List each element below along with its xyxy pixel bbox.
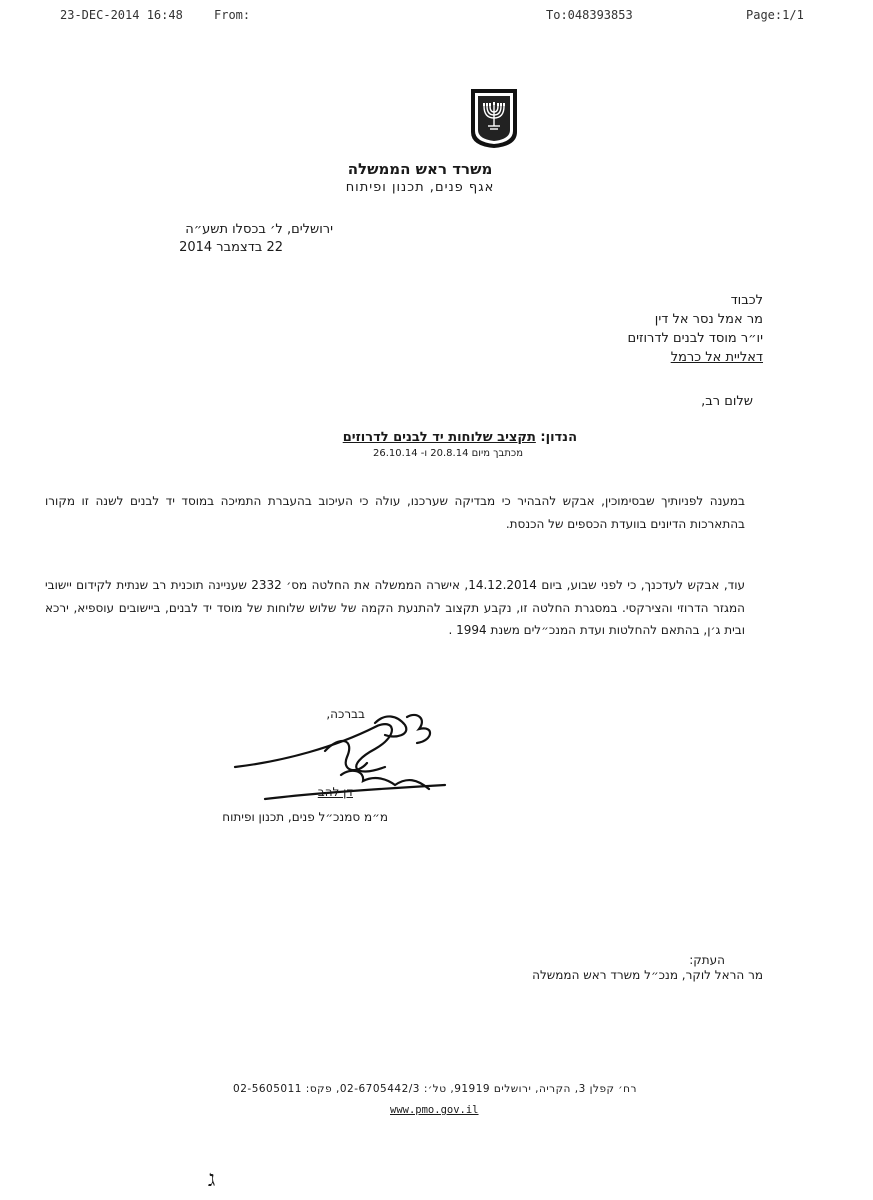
footer-address: רח׳ קפלן 3, הקריה, ירושלים 91919, טל׳: 02-6705442/3, פקס: 02-5605011	[233, 1083, 637, 1095]
subject-text: תקציב שלוחות יד לבנים לדרוזים	[342, 430, 536, 445]
fax-datetime: 23-DEC-2014 16:48	[60, 8, 183, 22]
body-paragraph-1: במענה לפניותיך שבסימוכין, אבקש להבהיר כי מבדיקה שערכנו, עולה כי העיכוב בהעברת התמיכה במוסד יד לבנים לשנה זו מקורו בהתארכות הדיונים בוועדת הכספים של הכנסת.	[45, 494, 745, 531]
greeting: שלום רב,	[701, 394, 753, 409]
subject-line	[343, 430, 577, 445]
fax-page-number: Page:1/1	[746, 8, 804, 22]
gregorian-date: 22 בדצמבר 2014	[179, 240, 283, 255]
fax-from-label: From:	[214, 8, 251, 22]
department-name: אגף פנים, תכנון ופיתוח	[345, 180, 495, 195]
recipient-location: דאליית אל כרמל	[670, 350, 763, 365]
subject-label: הנדון:	[540, 430, 577, 445]
subject-reference: מכתבך מיום 20.8.14 ו- 26.10.14	[373, 448, 523, 459]
recipient-title: יו״ר מוסד לבנים לדרוזים	[627, 331, 763, 346]
cc-label: העתק:	[689, 953, 725, 967]
footer-website: www.pmo.gov.il	[390, 1104, 479, 1116]
body-paragraph-2: עוד, אבקש לעדכנך, כי לפני שבוע, ביום 14.12.2014, אישרה הממשלה את החלטה מס׳ 2332 שעניינה תוכנית רב שנתית לקידום יישובי המגזר הדרוזי והצירקסי. במסגרת החלטה זו, נקבע תקצוב להתנעת הקמה של שלוש שלוחות של מוסד יד לבנים, ביישובים עוספיא, ירכא ובית ג׳ן, בהתאם להחלטות ועדת המנכ״לים משנת 1994 .	[45, 578, 745, 637]
closing-blessing: בברכה,	[326, 707, 365, 721]
state-emblem-icon	[468, 86, 520, 150]
ministry-name: משרד ראש הממשלה	[347, 160, 493, 178]
signer-title: מ״מ סמנכ״ל פנים, תכנון ופיתוח	[222, 810, 388, 824]
recipient-honorific: לכבוד	[730, 293, 763, 308]
signer-name: דן להב	[317, 785, 353, 799]
recipient-name: מר אמל נסר אל דין	[654, 312, 763, 327]
fax-to-number: To:048393853	[546, 8, 633, 22]
hebrew-date: ירושלים, ל׳ בכסלו תשע״ה	[185, 222, 333, 237]
handwritten-mark: ג	[208, 1167, 216, 1192]
cc-entry: מר הראל לוקר, מנכ״ל משרד ראש הממשלה	[532, 968, 763, 982]
